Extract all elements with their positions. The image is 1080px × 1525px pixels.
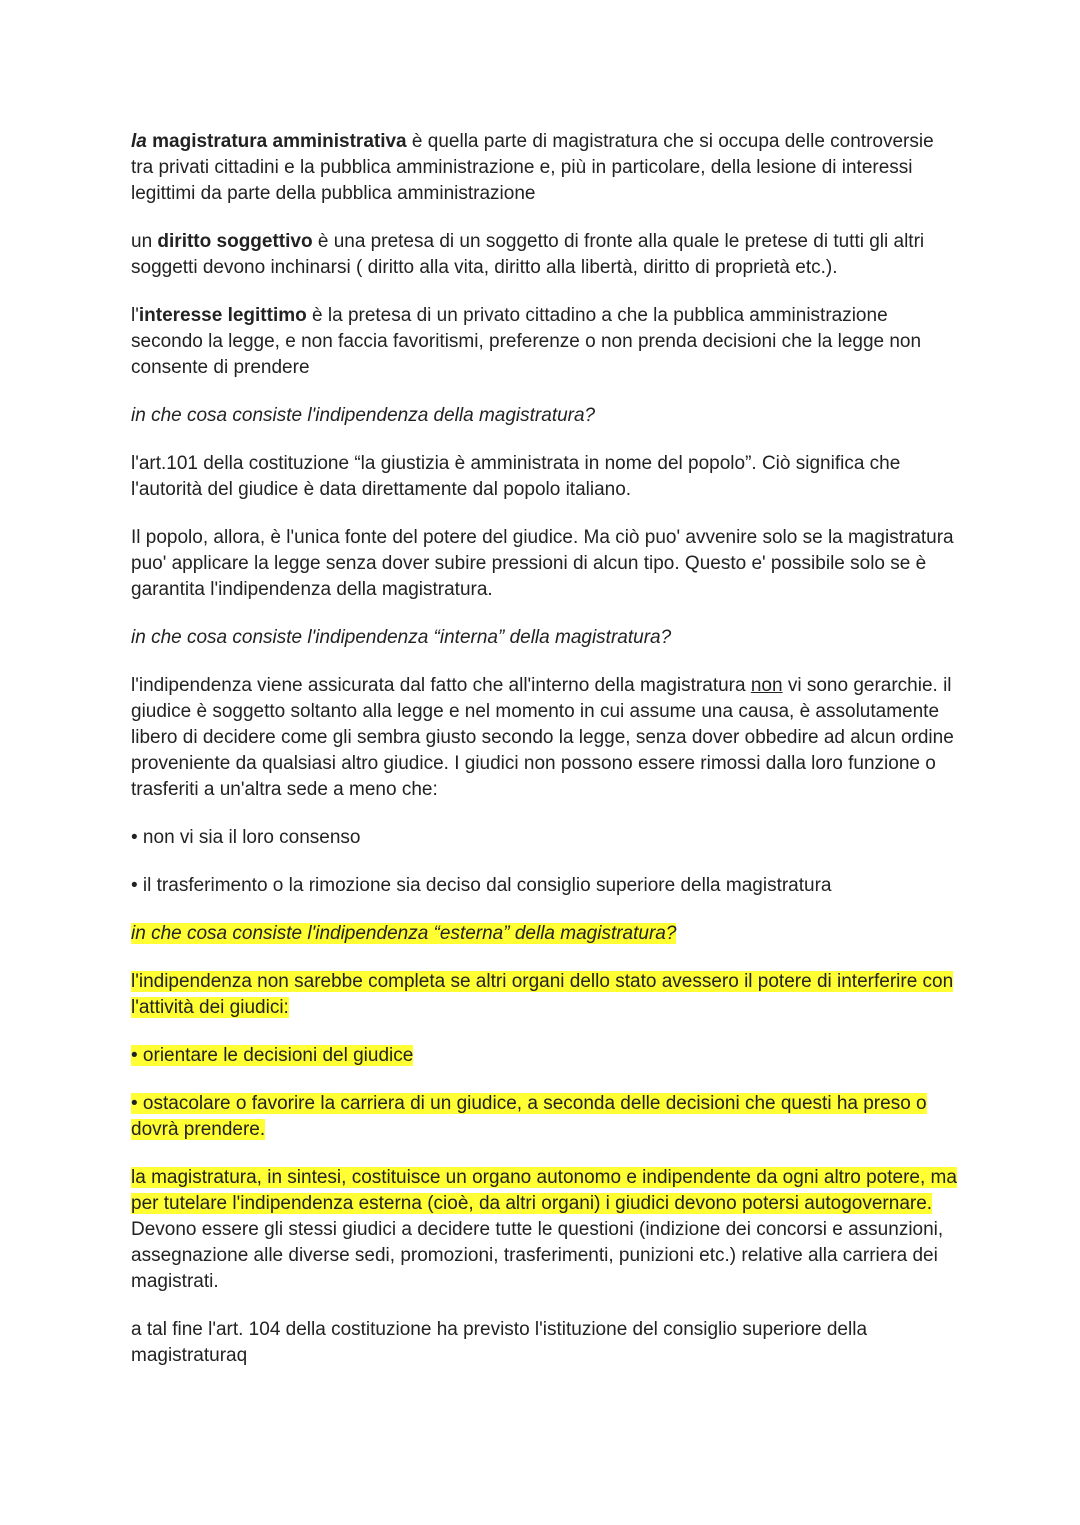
highlighted-text: l'indipendenza non sarebbe completa se altri organi dello stato avessero il potere di interferire con l'attività dei giudici:: [131, 971, 954, 1018]
underlined-non: non: [750, 675, 783, 696]
bullet-ostacolare: [131, 1091, 961, 1143]
paragraph-diritto-soggettivo: [131, 229, 961, 281]
paragraph-indipendenza-interna: [131, 673, 961, 803]
highlighted-bullet: • ostacolare o favorire la carriera di un giudice, a seconda delle decisioni che questi ha preso o dovrà prendere.: [131, 1093, 927, 1140]
highlighted-text: la magistratura, in sintesi, costituisce un organo autonomo e indipendente da ogni altro potere, ma per tutelare l'indipendenza esterna (cioè, da altri organi) i giudici devono potersi autogovernare.: [131, 1167, 957, 1214]
document-body: [131, 129, 961, 1391]
text-after: vi sono gerarchie. il giudice è soggetto soltanto alla legge e nel momento in cui assume una causa, è assolutamente libero di decidere come gli sembra giusto secondo la legge, senza dover obbedire ad alcun ordine proveniente da qualsiasi altro giudice. I giudici non possono essere rimossi dalla loro funzione o trasferiti a un'altra sede a meno che:: [131, 675, 954, 800]
question-indipendenza: in che cosa consiste l'indipendenza della magistratura?: [131, 405, 596, 426]
paragraph-art-104: a tal fine l'art. 104 della costituzione ha previsto l'istituzione del consiglio superiore della magistraturaq: [131, 1319, 868, 1366]
highlighted-question: in che cosa consiste l'indipendenza “esterna” della magistratura?: [131, 923, 677, 944]
regular-text: Devono essere gli stessi giudici a decidere tutte le questioni (indizione dei concorsi e assunzioni, assegnazione alle diverse sedi, promozioni, trasferimenti, punizioni etc.) relative alla carriera dei magistrati.: [131, 1219, 944, 1292]
definition-text: è una pretesa di un soggetto di fronte alla quale le pretese di tutti gli altri soggetti devono inchinarsi ( diritto alla vita, diritto alla libertà, diritto di proprietà etc.).: [131, 231, 925, 278]
paragraph-popolo: Il popolo, allora, è l'unica fonte del potere del giudice. Ma ciò puo' avvenire solo se la magistratura puo' applicare la legge senza dover subire pressioni di alcun tipo. Questo e' possibile solo se è garantita l'indipendenza della magistratura.: [131, 527, 954, 600]
bullet-trasferimento: • il trasferimento o la rimozione sia deciso dal consiglio superiore della magistratura: [131, 875, 832, 896]
highlighted-bullet: • orientare le decisioni del giudice: [131, 1045, 414, 1066]
paragraph-magistratura-amministrativa: [131, 129, 961, 207]
definition-text: è quella parte di magistratura che si occupa delle controversie tra privati cittadini e la pubblica amministrazione e, più in particolare, della lesione di interessi legittimi da parte della pubblica amministrazione: [131, 131, 934, 204]
question-indipendenza-interna: in che cosa consiste l'indipendenza “interna” della magistratura?: [131, 627, 672, 648]
paragraph-interesse-legittimo: [131, 303, 961, 381]
term-magistratura-amministrativa: magistratura amministrativa: [152, 131, 407, 152]
term-interesse-legittimo: interesse legittimo: [138, 305, 307, 326]
question-indipendenza-esterna: [131, 921, 961, 947]
paragraph-art-101: l'art.101 della costituzione “la giustizia è amministrata in nome del popolo”. Ciò significa che l'autorità del giudice è data direttamente dal popolo italiano.: [131, 453, 901, 500]
bullet-orientare: [131, 1043, 961, 1069]
term-article: la: [131, 131, 147, 152]
definition-text: è la pretesa di un privato cittadino a che la pubblica amministrazione secondo la legge, e non faccia favoritismi, preferenze o non prenda decisioni che la legge non consente di prendere: [131, 305, 922, 378]
bullet-consenso: • non vi sia il loro consenso: [131, 827, 361, 848]
term-diritto-soggettivo: diritto soggettivo: [157, 231, 313, 252]
prefix-text: l': [131, 305, 139, 326]
paragraph-sintesi: [131, 1165, 961, 1295]
text-before: l'indipendenza viene assicurata dal fatto che all'interno della magistratura: [131, 675, 746, 696]
paragraph-indipendenza-esterna: [131, 969, 961, 1021]
prefix-text: un: [131, 231, 153, 252]
